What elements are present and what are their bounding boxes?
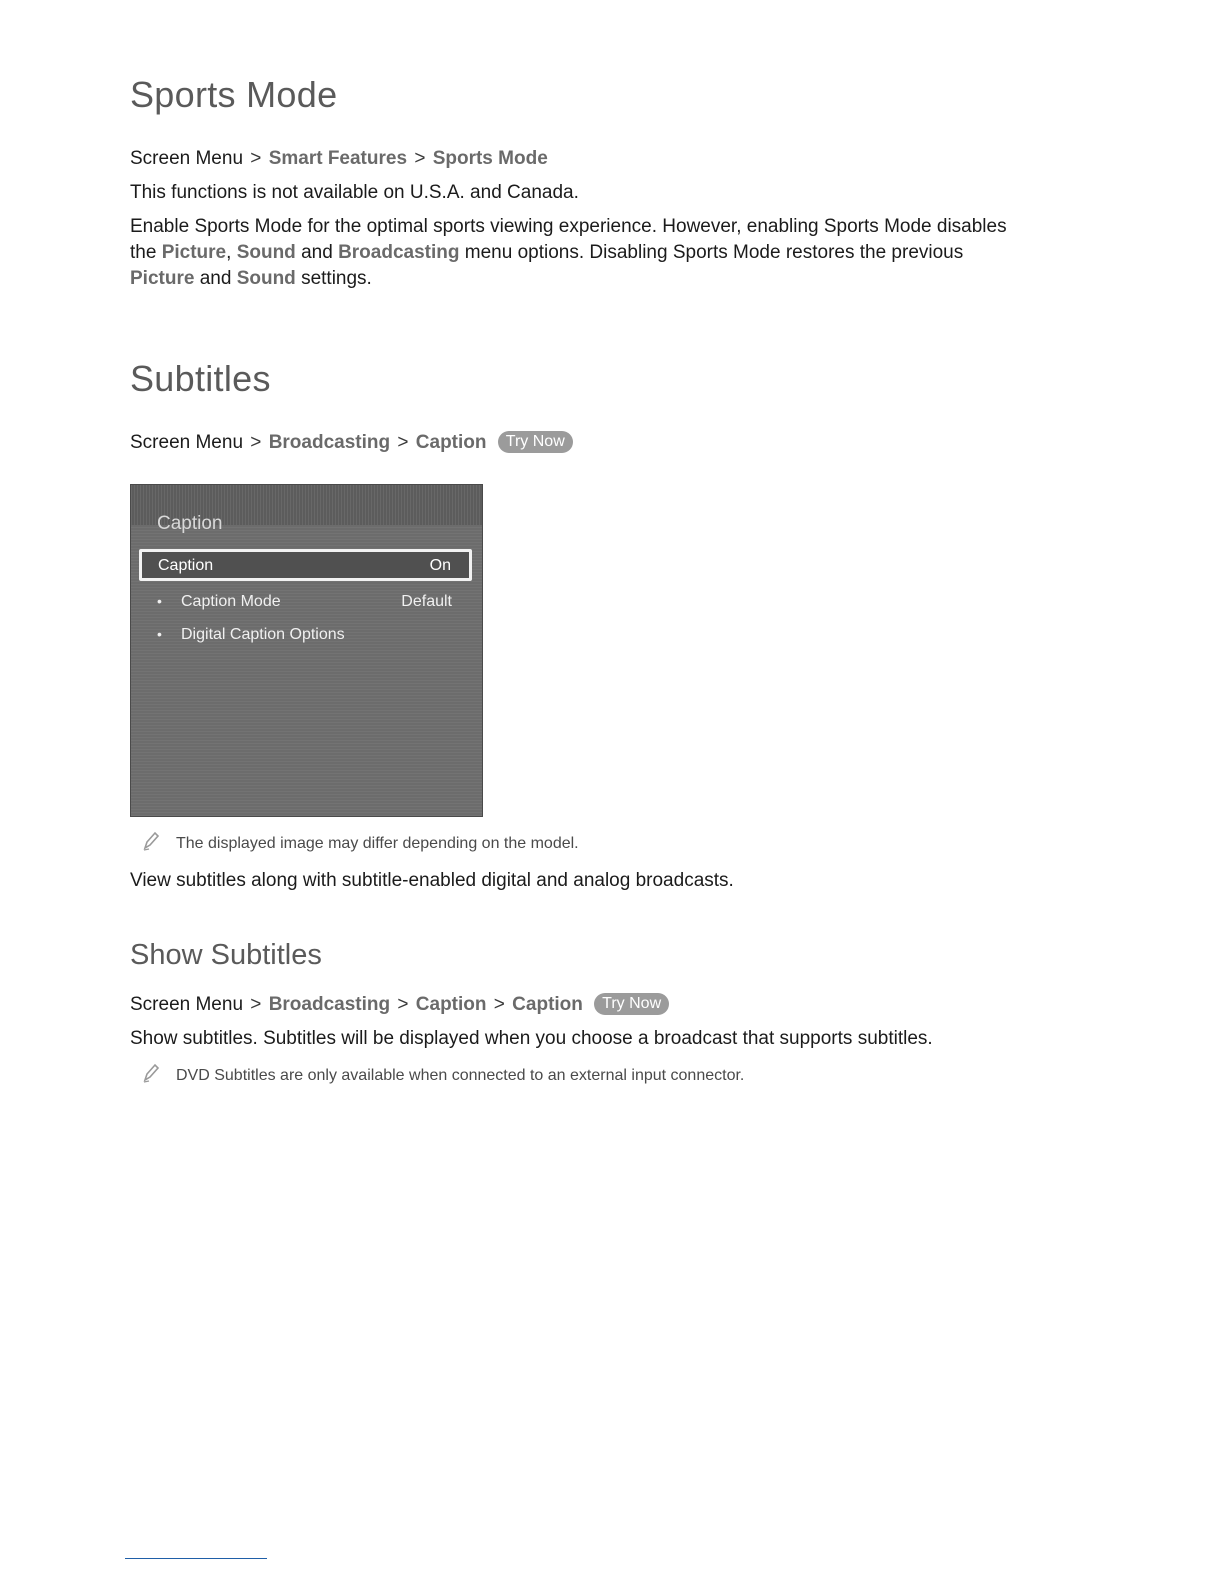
path-separator: > xyxy=(250,432,262,453)
desc-text: , xyxy=(226,242,237,263)
caption-screen-image xyxy=(130,484,483,817)
bullet-icon: • xyxy=(157,626,162,642)
show-subtitles-heading: Show Subtitles xyxy=(130,939,322,971)
sports-mode-menu-path xyxy=(130,146,548,172)
try-now-button[interactable]: Try Now xyxy=(594,993,669,1015)
desc-text: Enable Sports Mode for the optimal sports viewing experience. However, enabling Sports Mode disables the xyxy=(130,216,1007,263)
show-subtitles-menu-path xyxy=(130,992,669,1018)
path-separator: > xyxy=(397,432,409,453)
path-separator: > xyxy=(493,994,505,1015)
path-item-caption[interactable]: Caption xyxy=(415,432,487,453)
path-item-broadcasting[interactable]: Broadcasting xyxy=(268,432,391,453)
show-subtitles-note xyxy=(140,1062,744,1085)
path-item-broadcasting[interactable]: Broadcasting xyxy=(268,994,391,1015)
keyword-broadcasting: Broadcasting xyxy=(338,242,460,263)
sports-mode-availability: This functions is not available on U.S.A. and Canada. xyxy=(130,182,579,203)
screen-title: Caption xyxy=(157,513,223,534)
desc-text: settings. xyxy=(295,268,372,289)
note-text: DVD Subtitles are only available when connected to an external input connector. xyxy=(176,1067,745,1084)
sports-mode-description xyxy=(130,214,1030,292)
path-item-caption[interactable]: Caption xyxy=(512,994,583,1015)
keyword-sound: Sound xyxy=(236,242,296,263)
keyword-sound: Sound xyxy=(236,268,296,289)
keyword-picture: Picture xyxy=(161,242,227,263)
digital-caption-options-label[interactable]: Digital Caption Options xyxy=(181,626,345,643)
path-item-smart-features[interactable]: Smart Features xyxy=(268,148,408,169)
caption-toggle-label: Caption xyxy=(158,557,214,574)
subtitles-heading: Subtitles xyxy=(130,358,271,399)
pencil-note-icon xyxy=(140,1062,162,1084)
path-root: Screen Menu xyxy=(130,432,244,453)
path-item-sports-mode[interactable]: Sports Mode xyxy=(432,148,548,169)
subtitles-menu-path xyxy=(130,430,573,456)
sports-mode-heading: Sports Mode xyxy=(130,74,338,115)
path-item-caption[interactable]: Caption xyxy=(415,994,487,1015)
caption-toggle-row[interactable] xyxy=(139,549,472,581)
caption-toggle-value: On xyxy=(429,557,451,574)
keyword-picture: Picture xyxy=(130,268,195,289)
show-subtitles-description: Show subtitles. Subtitles will be displayed when you choose a broadcast that supports subtitles. xyxy=(130,1028,933,1049)
try-now-button[interactable]: Try Now xyxy=(498,431,573,453)
footer-divider xyxy=(125,1558,267,1559)
path-separator: > xyxy=(397,994,409,1015)
caption-mode-label[interactable]: Caption Mode xyxy=(181,593,281,610)
path-root: Screen Menu xyxy=(130,148,244,169)
path-separator: > xyxy=(250,148,262,169)
caption-mode-value: Default xyxy=(401,593,452,610)
path-separator: > xyxy=(250,994,262,1015)
bullet-icon: • xyxy=(157,593,162,609)
desc-text: menu options. Disabling Sports Mode restores the previous xyxy=(459,242,964,263)
path-separator: > xyxy=(414,148,426,169)
note-text: The displayed image may differ depending on the model. xyxy=(176,835,579,852)
subtitles-note xyxy=(140,830,579,853)
path-root: Screen Menu xyxy=(130,994,244,1015)
desc-text: and xyxy=(194,268,237,289)
subtitles-description: View subtitles along with subtitle-enabled digital and analog broadcasts. xyxy=(130,870,734,891)
desc-text: and xyxy=(295,242,339,263)
pencil-note-icon xyxy=(140,830,162,852)
